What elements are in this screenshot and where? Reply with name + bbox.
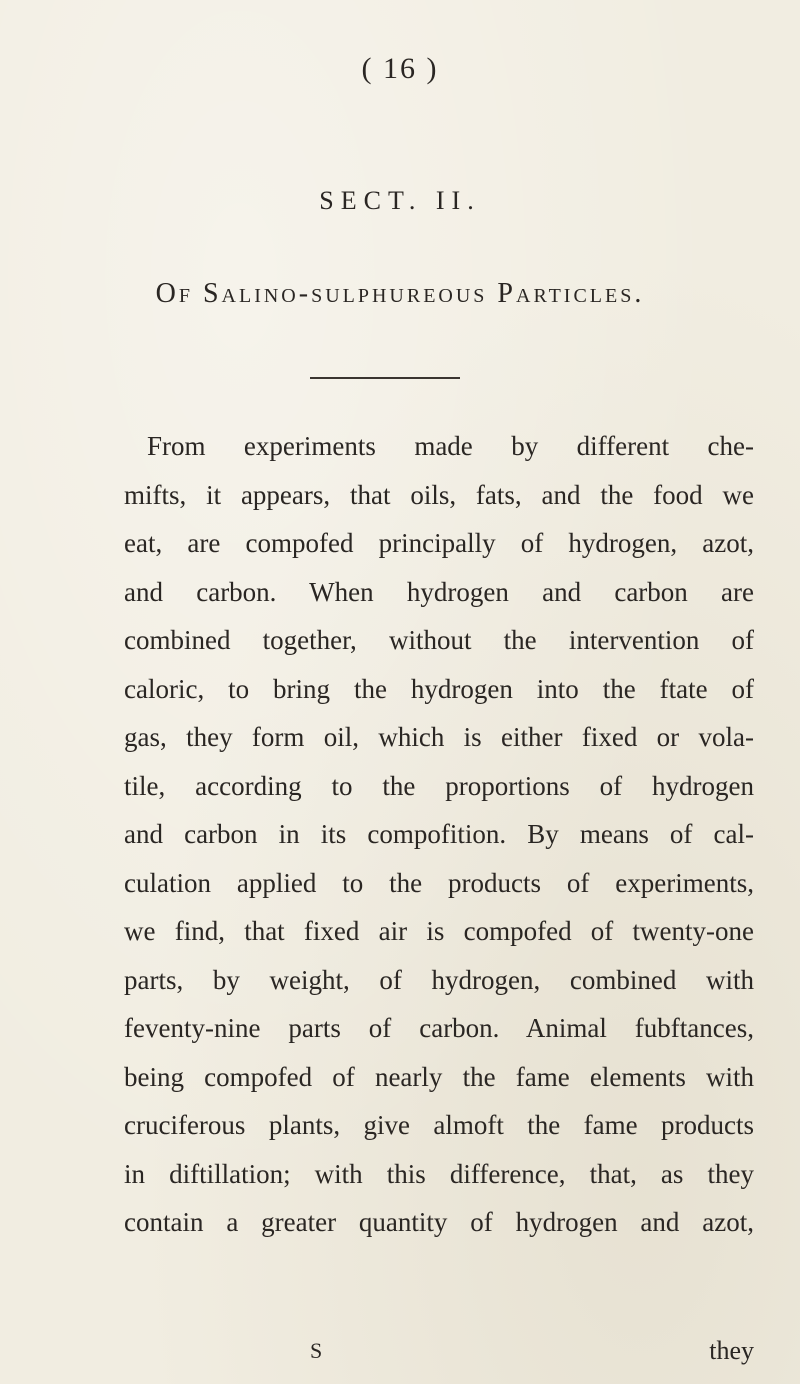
text-line: feventy-nine parts of carbon. Animal fubftances, bbox=[124, 1013, 754, 1043]
text-line: cruciferous plants, give almoft the fame products bbox=[124, 1110, 754, 1140]
section-subtitle: Of Salino-sulphureous Particles. bbox=[155, 278, 645, 309]
text-line: we find, that fixed air is compofed of twenty-one bbox=[124, 916, 754, 946]
section-title: SECT. II. bbox=[319, 186, 481, 215]
text-line: tile, according to the proportions of hydrogen bbox=[124, 770, 754, 801]
text-line: and carbon in its compofition. By means of cal- bbox=[124, 819, 754, 849]
text-line: mifts, it appears, that oils, fats, and the food we bbox=[124, 479, 754, 510]
text-line: culation applied to the products of experiments, bbox=[124, 867, 754, 898]
text-line: eat, are compofed principally of hydrogen, azot, bbox=[124, 528, 754, 558]
text-line: being compofed of nearly the fame elements with bbox=[124, 1061, 754, 1092]
page-footer bbox=[124, 1338, 754, 1374]
text-line: contain a greater quantity of hydrogen and azot, bbox=[124, 1207, 754, 1237]
text-line: and carbon. When hydrogen and carbon are bbox=[124, 576, 754, 607]
signature-mark: S bbox=[310, 1338, 323, 1363]
text-line: in diftillation; with this difference, that, as they bbox=[124, 1158, 754, 1189]
page-number: ( 16 ) bbox=[361, 52, 439, 85]
text-line: From experiments made by different che- bbox=[147, 431, 754, 461]
text-line: parts, by weight, of hydrogen, combined with bbox=[124, 964, 754, 995]
title-divider bbox=[310, 377, 460, 379]
catchword: they bbox=[709, 1336, 754, 1365]
body-paragraph bbox=[124, 422, 754, 1247]
text-line: combined together, without the intervention of bbox=[124, 625, 754, 655]
text-line: caloric, to bring the hydrogen into the ftate of bbox=[124, 673, 754, 704]
text-line: gas, they form oil, which is either fixed or vola- bbox=[124, 722, 754, 752]
